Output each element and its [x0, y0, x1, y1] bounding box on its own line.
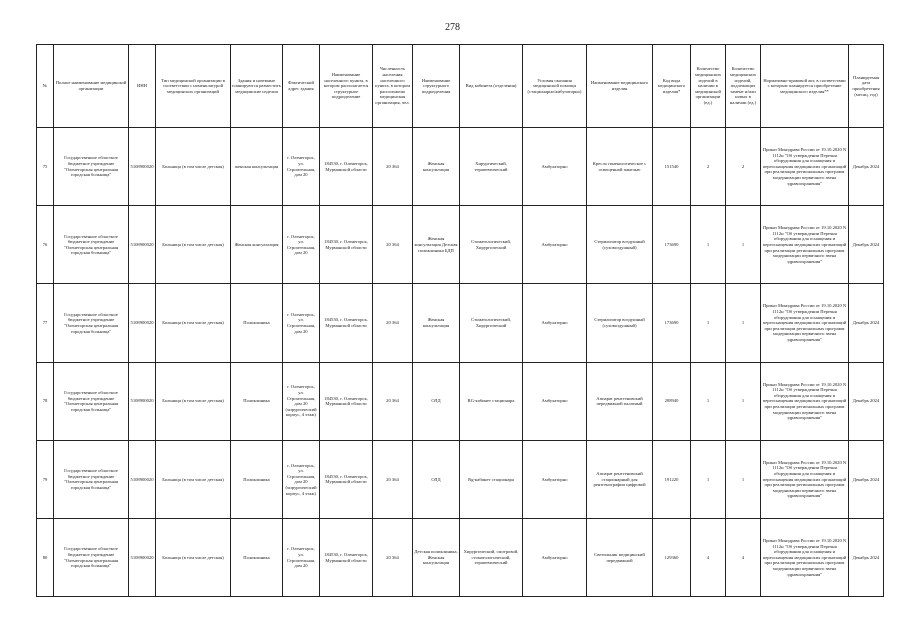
qty-to-replace-cell: 2 [726, 128, 761, 206]
inn-cell: 5108900020 [129, 128, 156, 206]
header-cell: Условия оказания медицинской помощи (стационарно/амбулаторно) [523, 45, 587, 128]
building-cell: Поликлиника [231, 362, 283, 440]
legal-act-cell: Приказ Минздрава России от 19.10.2020 N 1112н "Об утверждении Перечня оборудования для оснащения и переоснащения медицинских организаций при реализации региональных программ модернизации первичного звена здравоохранения" [761, 284, 849, 362]
qty-to-replace-cell: 4 [726, 518, 761, 596]
planned-date-cell: Декабрь 2024 [849, 284, 884, 362]
header-cell: Полное наименование медицинской организации [54, 45, 129, 128]
org-name-cell: Государственное областное бюджетное учреждение "Оленегорская центральная городская больница" [54, 128, 129, 206]
equipment-table [36, 44, 884, 597]
unit-name-cell: Женская консультация Детская поликлиника БДП [413, 206, 460, 284]
qty-available-cell: 1 [691, 440, 726, 518]
planned-date-cell: Декабрь 2024 [849, 518, 884, 596]
header-cell: Количество медицинских изделий, подлежащих замене и/или новых в наличии (ед.) [726, 45, 761, 128]
unit-name-cell: Женская консультация [413, 284, 460, 362]
org-type-cell: Больница (в том числе детская) [156, 440, 231, 518]
care-conditions-cell: Амбулаторно [523, 440, 587, 518]
header-cell: Численность населения населенного пункта, в котором расположено медицинская организация, чел. [373, 45, 413, 128]
cabinet-type-cell: Rg-кабинет стационара [460, 440, 523, 518]
org-name-cell: Государственное областное бюджетное учреждение "Оленегорская центральная городская больница" [54, 362, 129, 440]
org-name-cell: Государственное областное бюджетное учреждение "Оленегорская центральная городская больница" [54, 518, 129, 596]
address-cell: г. Оленегорск, ул. Строительная, дом 20 [283, 206, 320, 284]
qty-available-cell: 2 [691, 128, 726, 206]
device-name-cell: Стерилизатор воздушный (суховоздушный) [587, 206, 653, 284]
device-code-cell: 151540 [653, 128, 691, 206]
header-cell: Вид кабинета (отделения) [460, 45, 523, 128]
header-cell: № [37, 45, 54, 128]
org-name-cell: Государственное областное бюджетное учреждение "Оленегорская центральная городская больница" [54, 206, 129, 284]
address-cell: г. Оленегорск, ул. Строительная, дом 20 [283, 128, 320, 206]
header-cell: Наименование медицинского изделия [587, 45, 653, 128]
population-cell: 20 364 [373, 128, 413, 206]
org-type-cell: Больница (в том числе детская) [156, 362, 231, 440]
row-number-cell: 79 [37, 440, 54, 518]
legal-act-cell: Приказ Минздрава России от 19.10.2020 N 1112н "Об утверждении Перечня оборудования для оснащения и переоснащения медицинских организаций при реализации региональных программ модернизации первичного звена здравоохранения" [761, 440, 849, 518]
inn-cell: 5108900020 [129, 284, 156, 362]
unit-name-cell: ОЛД [413, 362, 460, 440]
legal-act-cell: Приказ Минздрава России от 19.10.2020 N 1112н "Об утверждении Перечня оборудования для оснащения и переоснащения медицинских организаций при реализации региональных программ модернизации первичного звена здравоохранения" [761, 206, 849, 284]
device-code-cell: 191220 [653, 440, 691, 518]
table-row [37, 128, 884, 206]
inn-cell: 5108900020 [129, 440, 156, 518]
inn-cell: 5108900020 [129, 206, 156, 284]
building-cell: Поликлиника [231, 440, 283, 518]
cabinet-type-cell: Хирургический, терапевтический [460, 128, 523, 206]
legal-act-cell: Приказ Минздрава России от 19.10.2020 N 1112н "Об утверждении Перечня оборудования для оснащения и переоснащения медицинских организаций при реализации региональных программ модернизации первичного звена здравоохранения" [761, 518, 849, 596]
locality-cell: 184530, г. Оленегорск, Мурманской области [320, 518, 373, 596]
locality-cell: 184530, г. Оленегорск, Мурманской области [320, 362, 373, 440]
header-cell: Нормативно-правовой акт, в соответствии с которым планируется приобретение медицинского изделия** [761, 45, 849, 128]
device-name-cell: Стерилизатор воздушный (суховоздушный) [587, 284, 653, 362]
qty-to-replace-cell: 1 [726, 440, 761, 518]
cabinet-type-cell: Стоматологический, Хирургический [460, 206, 523, 284]
care-conditions-cell: Амбулаторно [523, 284, 587, 362]
table-row [37, 440, 884, 518]
table-row [37, 362, 884, 440]
org-type-cell: Больница (в том числе детская) [156, 206, 231, 284]
building-cell: женская консультация [231, 128, 283, 206]
address-cell: г. Оленегорск, ул. Строительная, дом 20 [283, 284, 320, 362]
device-code-cell: 208940 [653, 362, 691, 440]
cabinet-type-cell: Хирургический, смотровой, стоматологический, терапевтический [460, 518, 523, 596]
legal-act-cell: Приказ Минздрава России от 19.10.2020 N 1112н "Об утверждении Перечня оборудования для оснащения и переоснащения медицинских организаций при реализации региональных программ модернизации первичного звена здравоохранения" [761, 128, 849, 206]
qty-to-replace-cell: 1 [726, 284, 761, 362]
device-code-cell: 129360 [653, 518, 691, 596]
table-row [37, 206, 884, 284]
header-cell: Тип медицинской организации в соответствии с номенклатурой медицинских организаций [156, 45, 231, 128]
device-name-cell: Аппарат рентгеновский стационарный для рентгенографии цифровой [587, 440, 653, 518]
unit-name-cell: Детская поликлиника, Женская консультация [413, 518, 460, 596]
locality-cell: 184530, г. Оленегорск, Мурманской области [320, 284, 373, 362]
org-type-cell: Больница (в том числе детская) [156, 284, 231, 362]
address-cell: г. Оленегорск, ул. Строительная, дом 20 (хирургический корпус, 4 этаж) [283, 362, 320, 440]
qty-available-cell: 1 [691, 206, 726, 284]
unit-name-cell: ОЛД [413, 440, 460, 518]
qty-available-cell: 4 [691, 518, 726, 596]
population-cell: 20 364 [373, 206, 413, 284]
address-cell: г. Оленегорск, ул. Строительная, дом 20 (хирургический корпус, 4 этаж) [283, 440, 320, 518]
row-number-cell: 75 [37, 128, 54, 206]
care-conditions-cell: Амбулаторно [523, 206, 587, 284]
locality-cell: 184530, г. Оленегорск, Мурманской области [320, 440, 373, 518]
planned-date-cell: Декабрь 2024 [849, 362, 884, 440]
org-type-cell: Больница (в том числе детская) [156, 128, 231, 206]
locality-cell: 184530, г. Оленегорск, Мурманской области [320, 206, 373, 284]
cabinet-type-cell: RG-кабинет стационара [460, 362, 523, 440]
qty-to-replace-cell: 1 [726, 206, 761, 284]
header-cell: Код вида медицинского изделия* [653, 45, 691, 128]
header-cell: ИНН [129, 45, 156, 128]
page-number: 278 [445, 22, 460, 33]
locality-cell: 184530, г. Оленегорск, Мурманской области [320, 128, 373, 206]
device-code-cell: 173690 [653, 284, 691, 362]
population-cell: 20 364 [373, 284, 413, 362]
row-number-cell: 76 [37, 206, 54, 284]
address-cell: г. Оленегорск, ул. Строительная, дом 20 [283, 518, 320, 596]
building-cell: Поликлиника [231, 518, 283, 596]
qty-to-replace-cell: 1 [726, 362, 761, 440]
header-cell: Наименование населенного пункта, в котором располагается структурное подразделение [320, 45, 373, 128]
qty-available-cell: 1 [691, 362, 726, 440]
inn-cell: 5108900020 [129, 362, 156, 440]
header-cell: Наименование структурного подразделения [413, 45, 460, 128]
planned-date-cell: Декабрь 2024 [849, 206, 884, 284]
qty-available-cell: 1 [691, 284, 726, 362]
population-cell: 20 364 [373, 440, 413, 518]
care-conditions-cell: Амбулаторно [523, 128, 587, 206]
device-name-cell: Кресло гинекологическое с освещенной панелью [587, 128, 653, 206]
org-type-cell: Больница (в том числе детская) [156, 518, 231, 596]
header-cell: Количество медицинских изделий в наличии в медицинской организации (ед.) [691, 45, 726, 128]
care-conditions-cell: Амбулаторно [523, 518, 587, 596]
row-number-cell: 80 [37, 518, 54, 596]
inn-cell: 5108900020 [129, 518, 156, 596]
header-cell: Здания и наземные планируются разместить медицинские изделия [231, 45, 283, 128]
device-name-cell: Аппарат рентгеновский передвижной палатный [587, 362, 653, 440]
planned-date-cell: Декабрь 2024 [849, 128, 884, 206]
row-number-cell: 77 [37, 284, 54, 362]
table-row [37, 284, 884, 362]
header-cell: Фактический адрес здания [283, 45, 320, 128]
building-cell: Женская консультация [231, 206, 283, 284]
device-name-cell: Светильник медицинский передвижной [587, 518, 653, 596]
population-cell: 20 364 [373, 518, 413, 596]
org-name-cell: Государственное областное бюджетное учреждение "Оленегорская центральная городская больница" [54, 440, 129, 518]
building-cell: Поликлиника [231, 284, 283, 362]
table-row [37, 518, 884, 596]
unit-name-cell: Женская консультация [413, 128, 460, 206]
device-code-cell: 173690 [653, 206, 691, 284]
population-cell: 20 364 [373, 362, 413, 440]
org-name-cell: Государственное областное бюджетное учреждение "Оленегорская центральная городская больница" [54, 284, 129, 362]
header-cell: Планируемая дата приобретения (месяц, год) [849, 45, 884, 128]
row-number-cell: 78 [37, 362, 54, 440]
care-conditions-cell: Амбулаторно [523, 362, 587, 440]
planned-date-cell: Декабрь 2024 [849, 440, 884, 518]
table-header-row [37, 45, 884, 128]
legal-act-cell: Приказ Минздрава России от 19.10.2020 N 1112н "Об утверждении Перечня оборудования для оснащения и переоснащения медицинских организаций при реализации региональных программ модернизации первичного звена здравоохранения" [761, 362, 849, 440]
cabinet-type-cell: Стоматологический, Хирургический [460, 284, 523, 362]
